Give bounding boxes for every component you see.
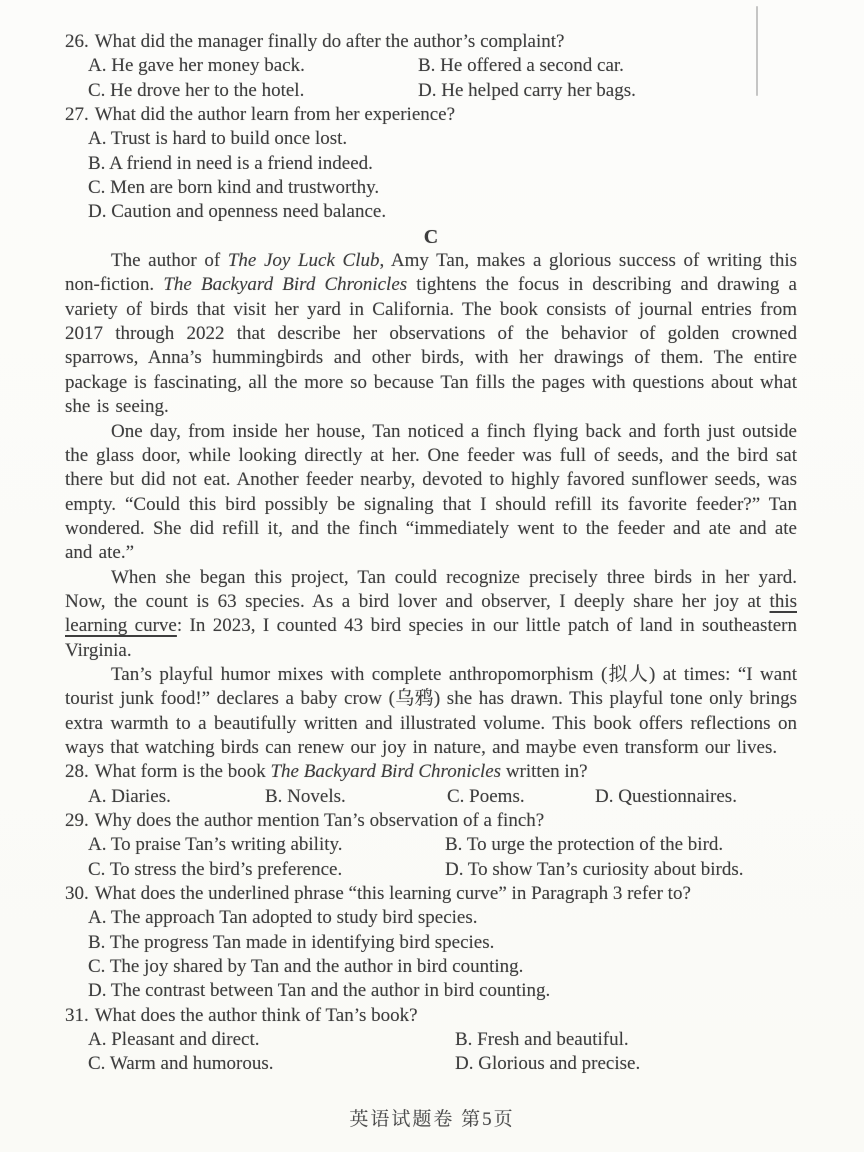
paragraph-text: , Amy Tan, makes a glorious success of writing this non-fiction. [65, 250, 797, 296]
passage-paragraph-1 [65, 249, 797, 419]
paragraph-text: When she began this project, Tan could recognize precisely three birds in her yard. Now, the count is 63 species. As a bird lover and observer, I deeply share her joy at [65, 566, 797, 612]
option-31-c: C. Warm and humorous. [88, 1053, 274, 1075]
question-number: 31. [65, 1004, 89, 1026]
option-row [88, 79, 797, 103]
question-27-text [65, 103, 797, 127]
option-29-c: C. To stress the bird’s preference. [88, 858, 343, 880]
passage-paragraph-2: One day, from inside her house, Tan noticed a finch flying back and forth just outside the glass door, while looking directly at her. One feeder was full of seeds, and the bird sat there but did not eat. Another feeder nearby, devoted to highly favored sunflower seeds, was empty. “Could this bird possibly be signaling that I should refill its favorite feeder?” Tan wondered. She did refill it, and the finch “immediately went to the feeder and ate and ate and ate.” [65, 420, 797, 564]
book-title-italic: The Joy Luck Club [227, 250, 380, 272]
question-stem: What did the manager finally do after the author’s complaint? [94, 31, 565, 52]
option-row [88, 54, 797, 78]
question-number: 30. [65, 883, 89, 905]
scan-artifact-line [756, 6, 758, 96]
question-29 [65, 809, 797, 882]
option-27-b: B. A friend in need is a friend indeed. [88, 152, 373, 174]
question-stem: Why does the author mention Tan’s observation of a finch? [94, 810, 545, 831]
option-30-b: B. The progress Tan made in identifying bird species. [88, 931, 495, 953]
question-stem: written in? [501, 761, 588, 783]
option-29-b: B. To urge the protection of the bird. [445, 834, 724, 856]
question-stem: What did the author learn from her experience? [94, 104, 456, 126]
question-29-options [65, 833, 797, 882]
question-30-text [65, 882, 797, 906]
passage-paragraph-4: Tan’s playful humor mixes with complete anthropomorphism (拟人) at times: “I want tourist junk food!” declares a baby crow (乌鸦) she has drawn. This playful tone only brings extra warmth to a beautifully written and illustrated volume. This book offers reflections on ways that watching birds can renew our joy in nature, and maybe even transform our lives. [65, 663, 797, 758]
question-30 [65, 882, 797, 1004]
question-27 [65, 103, 797, 225]
option-30-c: C. The joy shared by Tan and the author in bird counting. [88, 956, 524, 978]
question-30-options [65, 906, 797, 1003]
option-29-d: D. To show Tan’s curiosity about birds. [445, 858, 744, 880]
option-28-d: D. Questionnaires. [595, 785, 737, 807]
question-28-options [65, 785, 797, 809]
option-row [88, 858, 797, 882]
passage-paragraph-3 [65, 566, 797, 663]
option-28-c: C. Poems. [447, 785, 525, 807]
option-row [88, 1028, 797, 1052]
question-29-text [65, 809, 797, 833]
question-31-text [65, 1004, 797, 1028]
option-27-a: A. Trust is hard to build once lost. [88, 128, 348, 150]
question-26-options [65, 54, 797, 103]
question-31 [65, 1004, 797, 1077]
question-27-options [65, 127, 797, 224]
option-26-d: D. He helped carry her bags. [418, 79, 636, 101]
question-stem: What form is the book [94, 761, 271, 783]
option-28-b: B. Novels. [265, 785, 346, 807]
option-31-b: B. Fresh and beautiful. [455, 1029, 629, 1051]
option-28-a: A. Diaries. [88, 785, 171, 807]
option-30-d: D. The contrast between Tan and the author in bird counting. [88, 980, 551, 1002]
option-27-c: C. Men are born kind and trustworthy. [88, 177, 380, 199]
book-title-italic: The Backyard Bird Chronicles [163, 274, 408, 296]
option-row [88, 833, 797, 857]
paragraph-text: tightens the focus in describing and drawing a variety of birds that visit her yard in California. The book consists of journal entries from 2017 through 2022 that describe her observations of the behavior of golden crowned sparrows, Anna’s hummingbirds and other birds, with her drawings of them. The entire package is fascinating, all the more so because Tan fills the pages with questions about what she is seeing. [65, 274, 797, 418]
underlined-phrase: this learning curve [65, 590, 797, 637]
question-28-text [65, 760, 797, 784]
question-26-text [65, 30, 797, 54]
question-31-options [65, 1028, 797, 1077]
option-31-d: D. Glorious and precise. [455, 1053, 641, 1075]
question-26 [65, 30, 797, 103]
question-number: 27. [65, 104, 89, 126]
page-footer: 英语试题卷 第5页 [349, 1109, 515, 1130]
paragraph-text: The author of [111, 250, 228, 272]
question-stem: What does the author think of Tan’s book? [94, 1004, 418, 1026]
book-title-italic: The Backyard Bird Chronicles [270, 761, 502, 783]
question-number: 29. [65, 810, 89, 831]
option-26-b: B. He offered a second car. [418, 55, 624, 77]
option-row [88, 785, 797, 809]
question-28 [65, 760, 797, 809]
option-29-a: A. To praise Tan’s writing ability. [88, 834, 343, 856]
option-30-a: A. The approach Tan adopted to study bird species. [88, 907, 478, 929]
option-row [88, 1052, 797, 1076]
option-27-d: D. Caution and openness need balance. [88, 201, 387, 223]
option-26-a: A. He gave her money back. [88, 55, 305, 77]
question-number: 28. [65, 761, 89, 783]
paragraph-text: : In 2023, I counted 43 bird species in our little patch of land in southeastern Virginia. [65, 615, 797, 661]
option-26-c: C. He drove her to the hotel. [88, 79, 305, 101]
passage-section-label: C [423, 225, 439, 248]
question-stem: What does the underlined phrase “this learning curve” in Paragraph 3 refer to? [94, 883, 691, 905]
option-31-a: A. Pleasant and direct. [88, 1029, 260, 1051]
question-number: 26. [65, 31, 89, 52]
